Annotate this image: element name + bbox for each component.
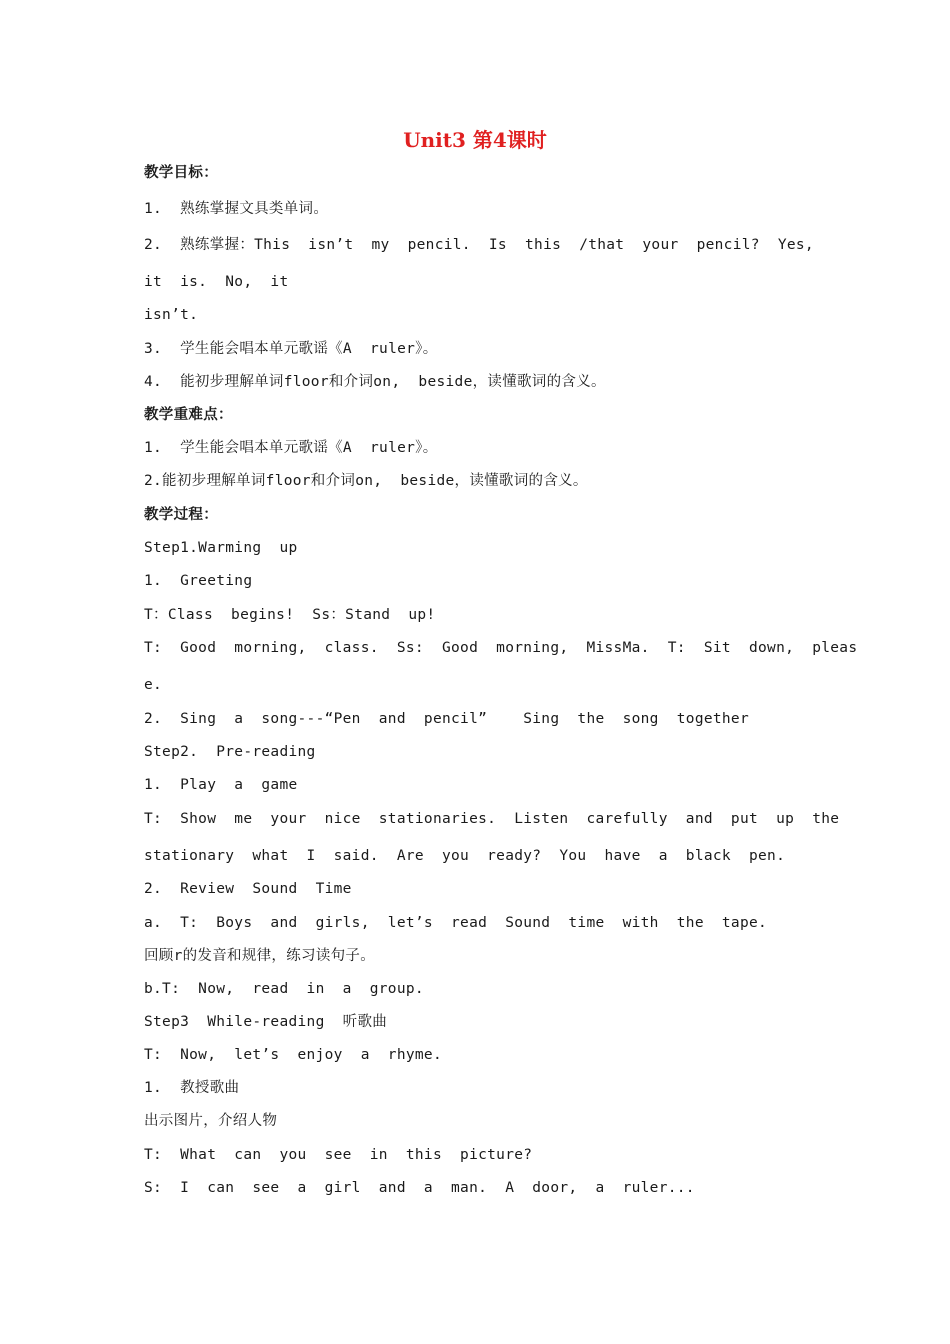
text-line: isn’t. <box>144 307 199 323</box>
text-line: e. <box>144 677 163 693</box>
text-line: Step1.Warming up <box>144 540 298 556</box>
text-line: a. T: Boys and girls, let’s read Sound time with the tape. <box>144 915 768 931</box>
text-line: 2. Sing a song---“Pen and pencil” Sing the song together <box>144 711 749 727</box>
section-heading: 教学目标： <box>144 165 218 181</box>
text-line: 1. 教授歌曲 <box>144 1080 240 1096</box>
text-line: 2. Review Sound Time <box>144 881 352 897</box>
text-line: Step3 While-reading 听歌曲 <box>144 1014 388 1030</box>
text-line: T: Good morning, class. Ss: Good morning, MissMa. T: Sit down, pleas <box>144 640 858 656</box>
text-line: b.T: Now, read in a group. <box>144 981 424 997</box>
text-line: 4. 能初步理解单词floor和介词on, beside，读懂歌词的含义。 <box>144 374 606 390</box>
text-line: T: Now, let’s enjoy a rhyme. <box>144 1047 442 1063</box>
text-line: T: What can you see in this picture? <box>144 1147 533 1163</box>
text-line: S: I can see a girl and a man. A door, a ruler... <box>144 1180 695 1196</box>
section-heading: 教学重难点： <box>144 407 233 423</box>
section-heading: 教学过程： <box>144 507 218 523</box>
text-line: it is. No, it <box>144 274 289 290</box>
text-line: 1. Play a game <box>144 777 298 793</box>
text-line: 3. 学生能会唱本单元歌谣《A ruler》。 <box>144 341 438 357</box>
text-line: 1. 熟练掌握文具类单词。 <box>144 201 329 217</box>
text-line: stationary what I said. Are you ready? You have a black pen. <box>144 848 786 864</box>
text-line: T: Show me your nice stationaries. Listen carefully and put up the <box>144 811 840 827</box>
text-line: 回顾r的发音和规律，练习读句子。 <box>144 948 376 964</box>
text-line: 2.能初步理解单词floor和介词on, beside，读懂歌词的含义。 <box>144 473 588 489</box>
text-line: 出示图片，介绍人物 <box>144 1113 278 1129</box>
text-line: T：Class begins! Ss：Stand up! <box>144 607 436 623</box>
text-line: 1. 学生能会唱本单元歌谣《A ruler》。 <box>144 440 438 456</box>
text-line: 2. 熟练掌握：This isn’t my pencil. Is this /that your pencil? Yes, <box>144 237 814 253</box>
text-line: 1. Greeting <box>144 573 253 589</box>
text-line: Step2. Pre-reading <box>144 744 316 760</box>
document-title: Unit3 第4课时 <box>403 128 547 152</box>
